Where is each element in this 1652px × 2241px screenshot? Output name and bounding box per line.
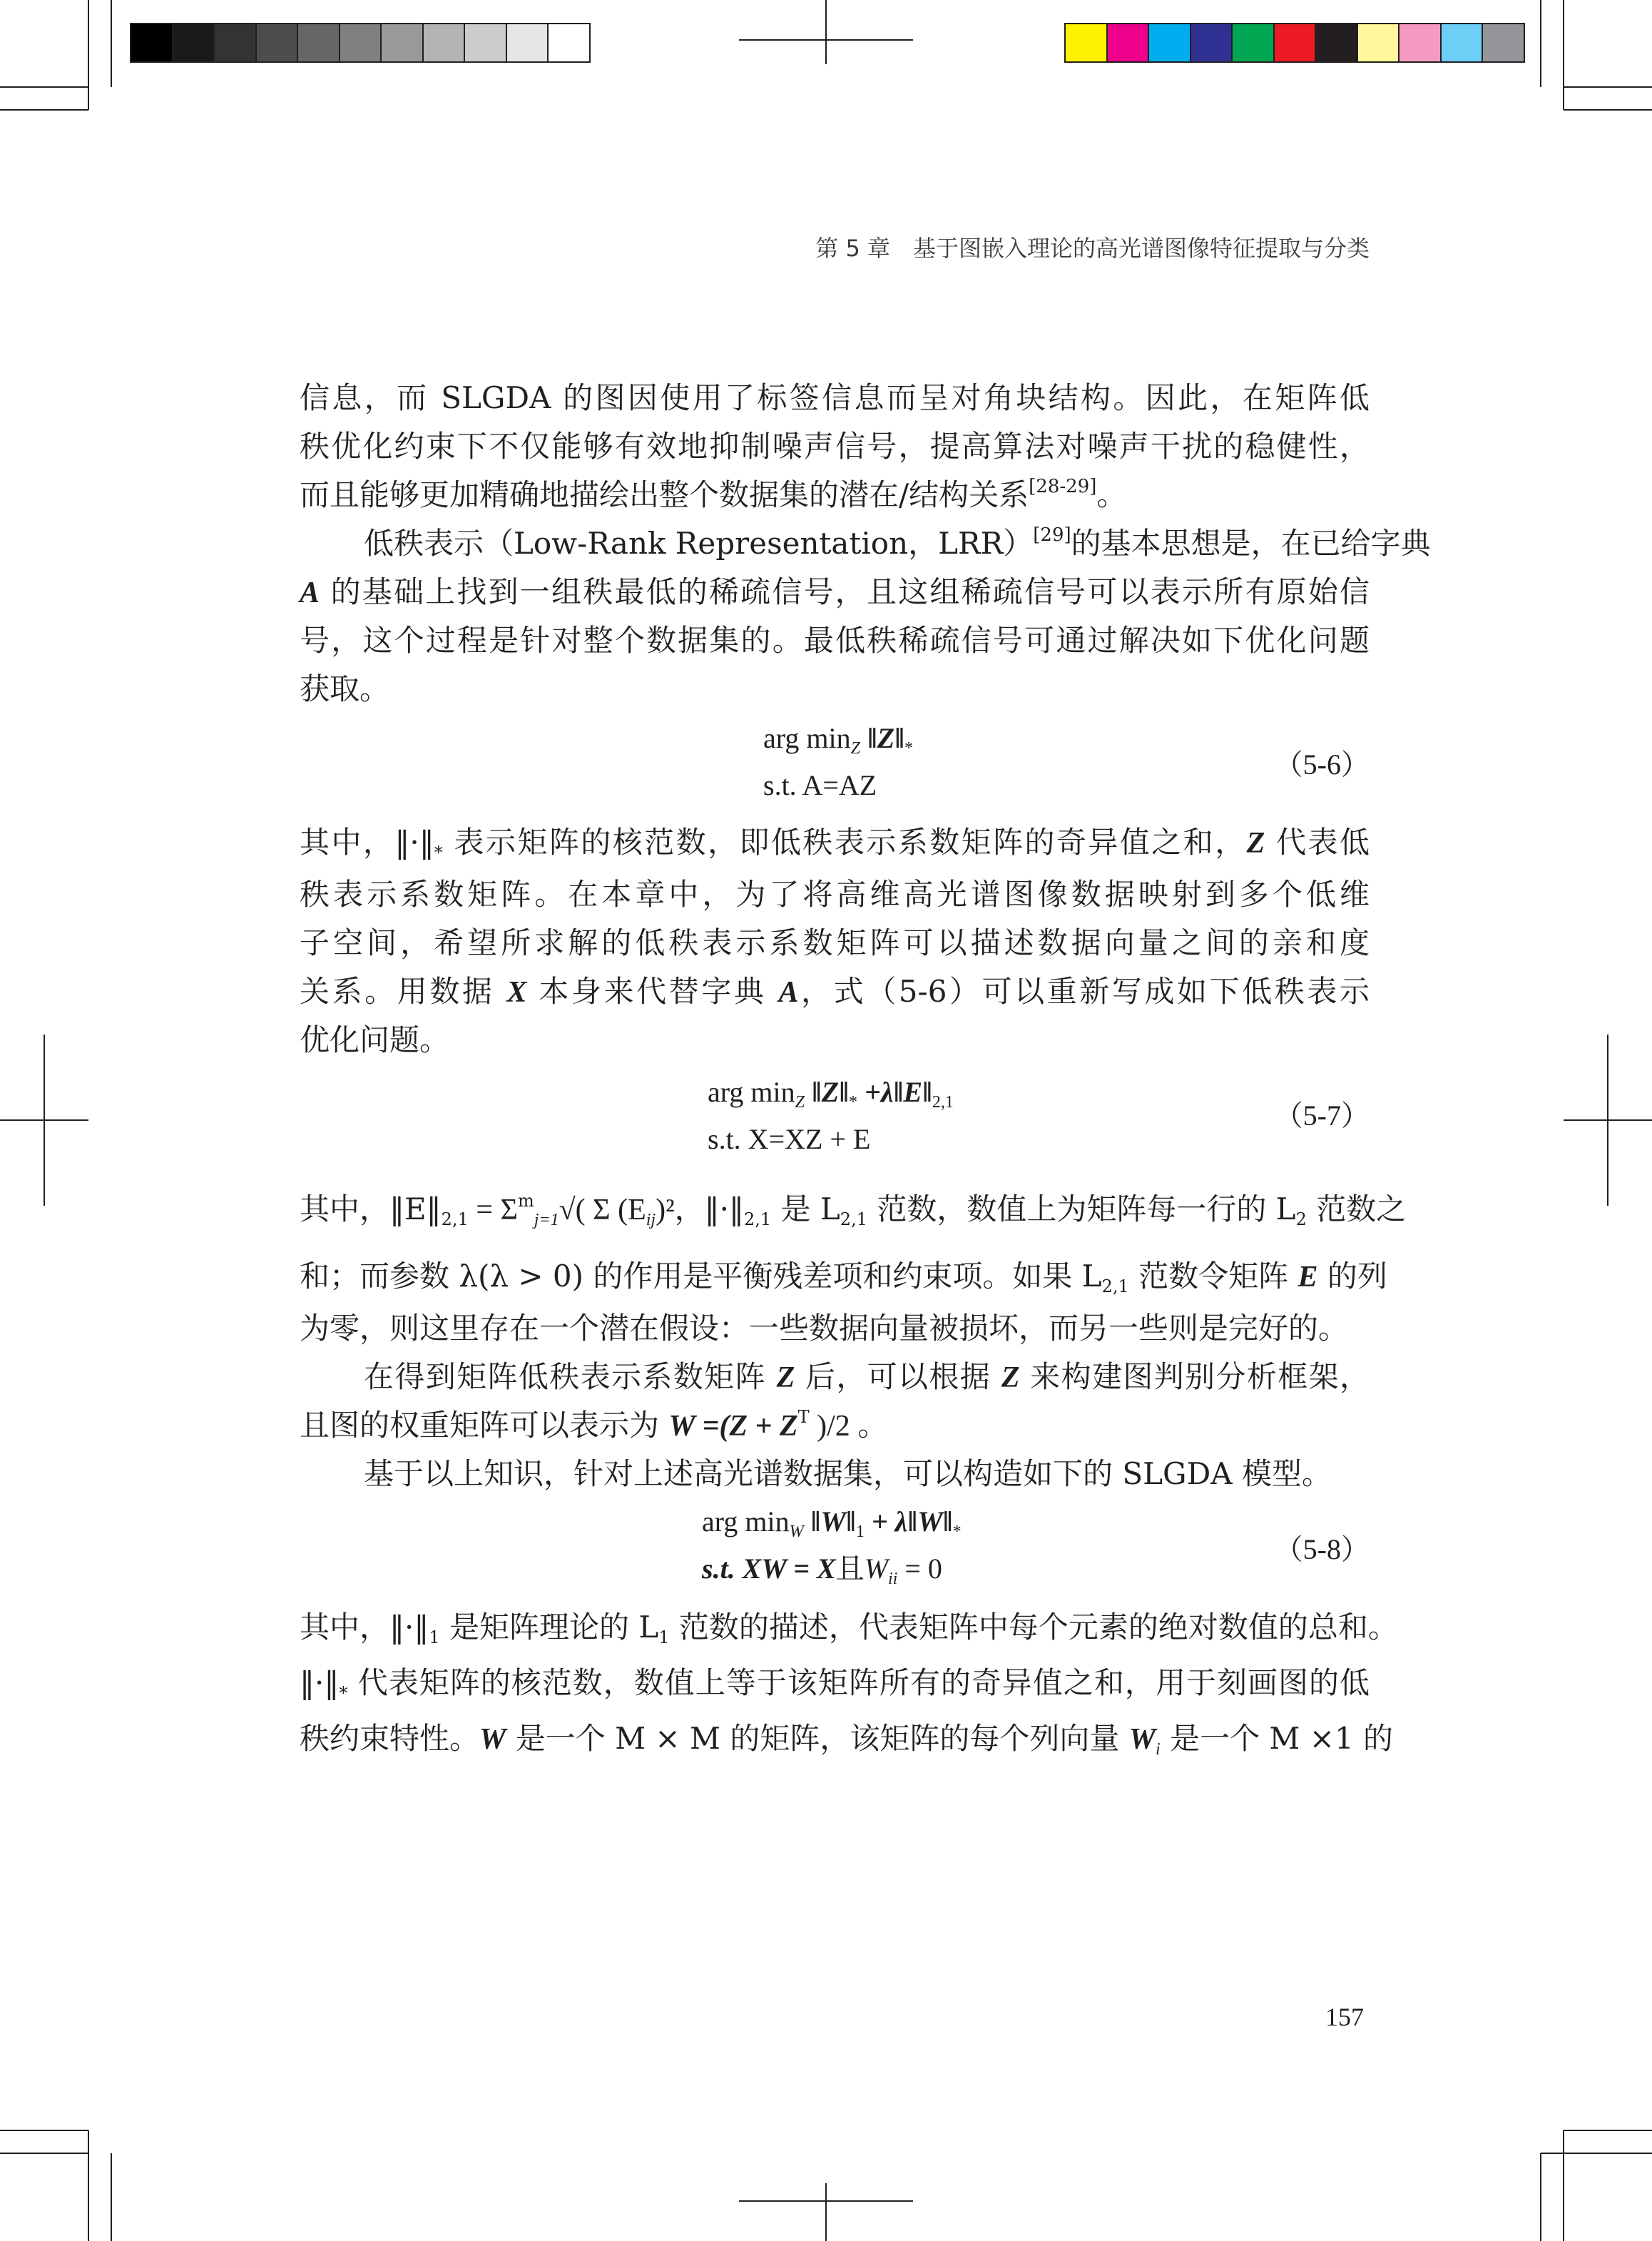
color-swatch	[1275, 24, 1317, 61]
color-swatch	[1149, 24, 1191, 61]
color-swatch	[340, 24, 382, 61]
paragraph-line: 号，这个过程是针对整个数据集的。最低秩稀疏信号可通过解决如下优化问题	[300, 623, 1370, 658]
color-swatch	[257, 24, 299, 61]
color-swatch	[424, 24, 466, 61]
paragraph-line: 优化问题。	[300, 1022, 450, 1057]
color-swatch	[382, 24, 424, 61]
color-swatch	[215, 24, 257, 61]
color-swatch	[465, 24, 507, 61]
equation-number: （5-7）	[1274, 1099, 1370, 1132]
color-swatch	[1066, 24, 1108, 61]
paragraph-line: 秩表示系数矩阵。在本章中，为了将高维高光谱图像数据映射到多个低维	[300, 877, 1370, 912]
color-swatch	[1191, 24, 1233, 61]
color-bar	[1064, 23, 1525, 63]
color-swatch	[1483, 24, 1524, 61]
page-number: 157	[1325, 2003, 1364, 2031]
color-swatch	[131, 24, 173, 61]
equation-5-8: arg $\min_W$ $‖W‖_1$ + $\lambda‖W‖_*$ s.t. XW = X且$W_{ii} = 0$ （5-8）	[702, 1505, 1370, 1588]
equation-5-6: arg $\min_Z$ $‖Z‖_*$ s.t. A=AZ （5-6）	[763, 722, 1370, 801]
paragraph-line: 关系。用数据 X 本身来代替字典 A，式（5-6）可以重新写成如下低秩表示	[300, 974, 1370, 1009]
color-swatch	[298, 24, 340, 61]
color-swatch	[173, 24, 215, 61]
paragraph-line: $‖\cdot‖_*$ 代表矩阵的核范数，数值上等于该矩阵所有的奇异值之和，用于刻画图的低	[300, 1665, 1370, 1703]
paragraph-line: 获取。	[300, 671, 390, 706]
color-swatch	[1399, 24, 1442, 61]
paragraph-line: 子空间，希望所求解的低秩表示系数矩阵可以描述数据向量之间的亲和度	[300, 925, 1370, 960]
equation-number: （5-6）	[1274, 748, 1370, 781]
paragraph-line: 为零，则这里存在一个潜在假设：一些数据向量被损坏，而另一些则是完好的。	[300, 1311, 1349, 1346]
color-swatch	[1358, 24, 1400, 61]
color-swatch	[549, 24, 589, 61]
citation: [28-29]	[1029, 476, 1097, 497]
citation: [29]	[1033, 524, 1071, 546]
paragraph-line: 基于以上知识，针对上述高光谱数据集，可以构造如下的 SLGDA 模型。	[364, 1456, 1332, 1491]
paragraph-line: 和；而参数 λ(λ > 0) 的作用是平衡残差项和约束项。如果 $L_{2,1}$ 范数令矩阵 E 的列	[300, 1259, 1387, 1296]
paragraph-line: 其中，$‖E‖_{2,1} = \Sigma^m_{j=1}√$( Σ $(E_{ij})^2$，$‖\cdot‖_{2,1}$ 是 $L_{2,1}$ 范数，数值上为矩阵每一行的 $L_2$ 范数之	[300, 1191, 1407, 1229]
equation-5-7: arg $\min_Z$ $‖Z‖_*$ $+\lambda‖E‖_{2,1}$ s.t. X=XZ + E （5-7）	[708, 1076, 1370, 1155]
paragraph-line: 信息，而 SLGDA 的图因使用了标签信息而呈对角块结构。因此，在矩阵低	[300, 380, 1370, 415]
paragraph-line: 在得到矩阵低秩表示系数矩阵 Z 后，可以根据 Z 来构建图判别分析框架，	[364, 1359, 1370, 1394]
paragraph-line: 秩优化约束下不仅能够有效地抑制噪声信号，提高算法对噪声干扰的稳健性，	[300, 429, 1370, 464]
color-swatch	[1442, 24, 1484, 61]
paragraph-line: 其中，$‖\cdot‖_*$ 表示矩阵的核范数，即低秩表示系数矩阵的奇异值之和，Z 代表低	[300, 825, 1370, 863]
paragraph-line: 其中，$‖\cdot‖_1$ 是矩阵理论的 $L_1$ 范数的描述，代表矩阵中每个元素的绝对数值的总和。	[300, 1610, 1398, 1647]
gray-scale-bar	[130, 23, 591, 63]
color-swatch	[1233, 24, 1275, 61]
paragraph-line: 秩约束特性。W 是一个 M × M 的矩阵，该矩阵的每个列向量 $W_i$ 是一个 M ×1 的	[300, 1721, 1394, 1759]
paragraph-line: 而且能够更加精确地描绘出整个数据集的潜在/结构关系[28-29]。	[300, 476, 1127, 512]
running-head: 第 5 章 基于图嵌入理论的高光谱图像特征提取与分类	[815, 235, 1370, 262]
paragraph-line: 低秩表示（Low-Rank Representation，LRR）[29]的基本思想是，在已给字典	[364, 524, 1431, 561]
equation-number: （5-8）	[1274, 1533, 1370, 1565]
paragraph-line: A 的基础上找到一组秩最低的稀疏信号，且这组稀疏信号可以表示所有原始信	[300, 574, 1370, 609]
color-swatch	[1316, 24, 1358, 61]
color-swatch	[507, 24, 549, 61]
color-swatch	[1108, 24, 1150, 61]
paragraph-line: 且图的权重矩阵可以表示为 $W =(Z + Z^T$ )/2 。	[300, 1407, 888, 1443]
main-text	[300, 374, 1431, 1767]
